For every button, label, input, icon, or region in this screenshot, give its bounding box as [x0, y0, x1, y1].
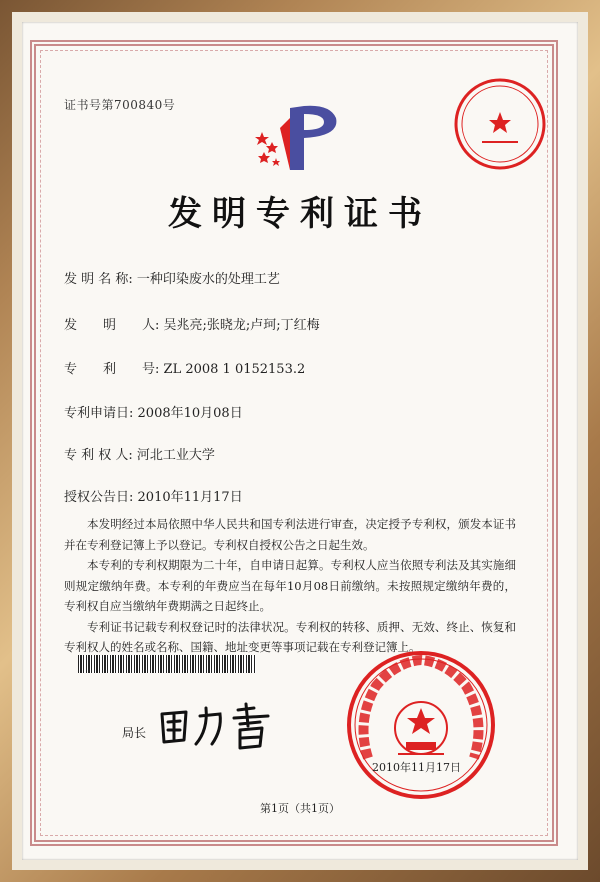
field-patent-number	[64, 358, 305, 377]
field-value: 一种印染废水的处理工艺	[136, 272, 280, 287]
agency-seal-icon	[452, 76, 548, 172]
field-value: 2010年11月17日	[137, 490, 243, 505]
field-label: 专 利 权 人:	[64, 448, 133, 463]
issue-date: 2010年11月17日	[372, 761, 461, 774]
field-grant-date	[64, 486, 243, 505]
field-inventors	[64, 314, 320, 333]
patent-office-logo-icon	[250, 98, 350, 178]
certificate-body-text	[64, 514, 516, 658]
field-value: 吴兆亮;张晓龙;卢珂;丁红梅	[163, 318, 320, 333]
certificate-number: 证书号第700840号	[64, 98, 176, 112]
field-label: 发 明 人:	[64, 318, 160, 333]
field-invention-name	[64, 268, 280, 287]
field-label: 授权公告日:	[64, 490, 134, 505]
field-patentee	[64, 444, 215, 463]
field-value: ZL 2008 1 0152153.2	[163, 362, 306, 377]
director-signature	[156, 700, 286, 752]
page-number: 第1页（共1页）	[260, 802, 340, 815]
director-label: 局长	[122, 726, 147, 740]
field-label: 发 明 名 称:	[64, 272, 133, 287]
field-application-date	[64, 402, 243, 421]
field-label: 专利申请日:	[64, 406, 134, 421]
body-paragraph: 本专利的专利权期限为二十年，自申请日起算。专利权人应当依照专利法及其实施细则规定缴纳年费。本专利的年费应当在每年10月08日前缴纳。未按照规定缴纳年费的，专利权自应当缴纳年费期满之日起终止。	[64, 558, 516, 613]
body-paragraph: 专利证书记载专利权登记时的法律状况。专利权的转移、质押、无效、终止、恢复和专利权人的姓名或名称、国籍、地址变更等事项记载在专利登记簿上。	[64, 619, 516, 654]
field-label: 专 利 号:	[64, 362, 160, 377]
certificate-title: 发明专利证书	[168, 194, 432, 234]
barcode	[78, 655, 256, 673]
field-value: 2008年10月08日	[137, 406, 243, 421]
body-paragraph: 本发明经过本局依照中华人民共和国专利法进行审查，决定授予专利权，颁发本证书并在专利登记簿上予以登记。专利权自授权公告之日起生效。	[64, 517, 516, 552]
official-seal-icon	[346, 650, 496, 800]
field-value: 河北工业大学	[136, 448, 215, 463]
